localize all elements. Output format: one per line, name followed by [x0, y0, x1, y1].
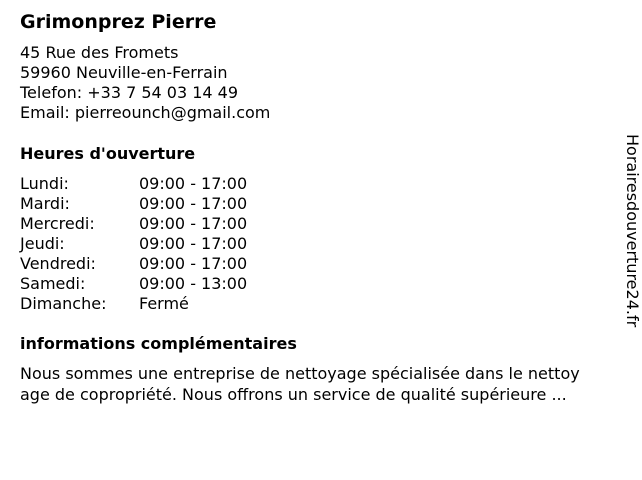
day-label: Mercredi: — [20, 214, 95, 233]
street-address: 45 Rue des Fromets — [20, 43, 179, 62]
time-value: Fermé — [139, 294, 189, 313]
time-value: 09:00 - 17:00 — [139, 254, 248, 273]
hours-row-tuesday — [20, 194, 280, 214]
day-label: Dimanche: — [20, 294, 107, 313]
city-address: 59960 Neuville-en-Ferrain — [20, 63, 228, 82]
email-address: Email: pierreounch@gmail.com — [20, 103, 271, 122]
description-line: Nous sommes une entreprise de nettoyage spécialisée dans le nettoy — [20, 364, 580, 383]
time-value: 09:00 - 17:00 — [139, 234, 248, 253]
additional-info-text — [20, 363, 620, 405]
day-label: Samedi: — [20, 274, 86, 293]
opening-hours-table — [20, 174, 280, 314]
time-value: 09:00 - 17:00 — [139, 214, 248, 233]
hours-row-friday — [20, 254, 280, 274]
time-value: 09:00 - 17:00 — [139, 174, 248, 193]
description-line: age de copropriété. Nous offrons un service de qualité supérieure ... — [20, 385, 567, 404]
opening-hours-title: Heures d'ouverture — [20, 144, 196, 163]
business-name: Grimonprez Pierre — [20, 11, 217, 33]
hours-row-thursday — [20, 234, 280, 254]
day-label: Jeudi: — [20, 234, 65, 253]
time-value: 09:00 - 13:00 — [139, 274, 248, 293]
day-label: Mardi: — [20, 194, 70, 213]
hours-row-sunday — [20, 294, 280, 314]
contact-block — [20, 43, 270, 123]
hours-row-monday — [20, 174, 280, 194]
hours-row-wednesday — [20, 214, 280, 234]
time-value: 09:00 - 17:00 — [139, 194, 248, 213]
site-watermark: Horairesdouverture24.fr — [623, 134, 642, 328]
day-label: Vendredi: — [20, 254, 96, 273]
hours-row-saturday — [20, 274, 280, 294]
phone-number: Telefon: +33 7 54 03 14 49 — [20, 83, 239, 102]
additional-info-title: informations complémentaires — [20, 334, 297, 353]
day-label: Lundi: — [20, 174, 69, 193]
